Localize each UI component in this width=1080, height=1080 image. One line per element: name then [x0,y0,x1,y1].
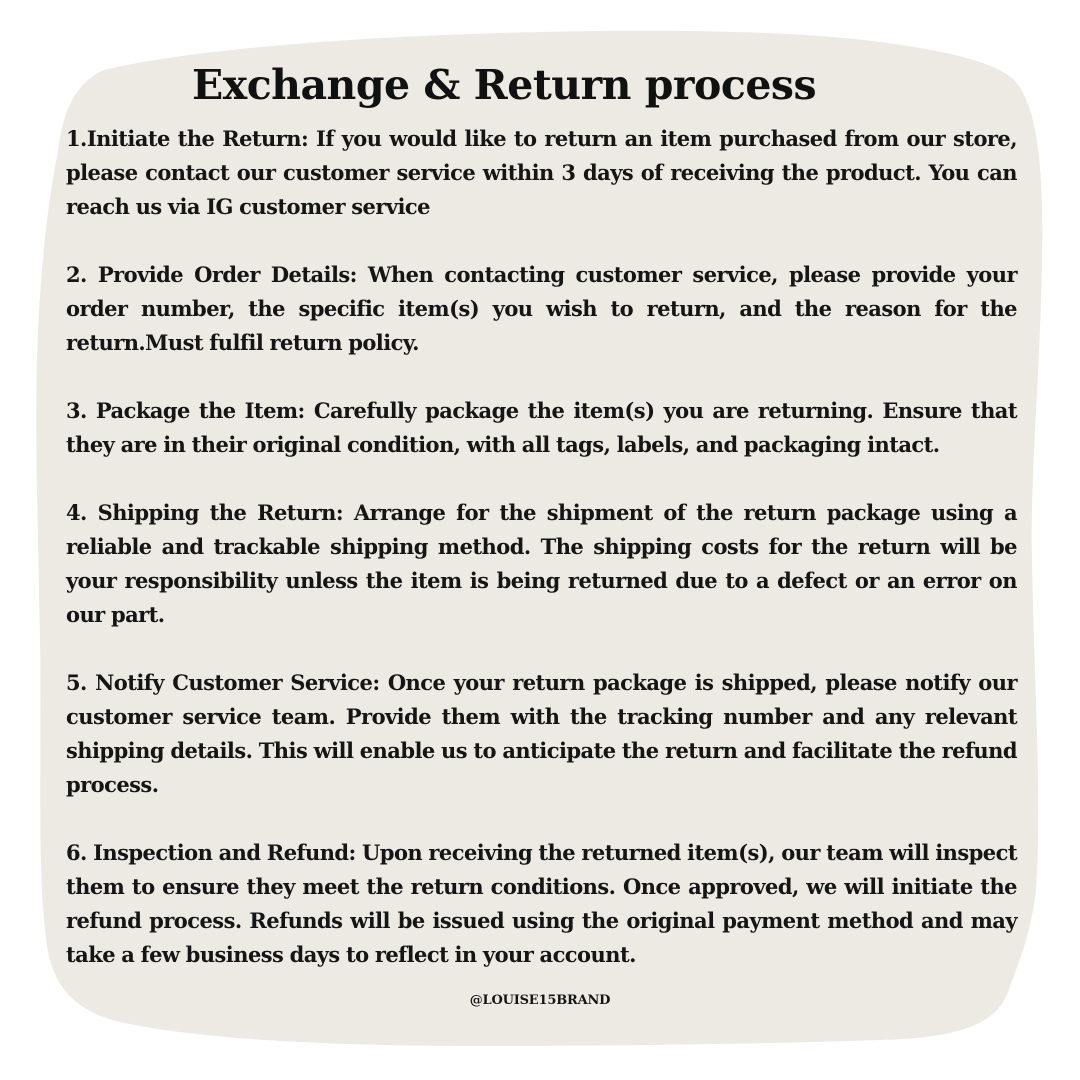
section-shipping-return: 4. Shipping the Return: Arrange for the shipment of the return package using a reliable and trackable shipping method. The shipping costs for the return will be your responsibility unless the item is being returned due to a defect or an error on our part. [66,500,1017,627]
brand-handle: @LOUISE15BRAND [469,993,611,1008]
section-order-details: 2. Provide Order Details: When contacting customer service, please provide your order number, the specific item(s) you wish to return, and the reason for the return.Must fulfil return policy. [66,262,1017,355]
policy-content [66,56,1017,1006]
section-package-item: 3. Package the Item: Carefully package the item(s) you are returning. Ensure that they are in their original condition, with all tags, labels, and packaging intact. [66,398,1017,457]
section-inspection-refund: 6. Inspection and Refund: Upon receiving the returned item(s), our team will inspect them to ensure they meet the return conditions. Once approved, we will initiate the refund process. Refunds will be issued using the original payment method and may take a few business days to reflect in your account. [66,840,1017,967]
section-notify-service: 5. Notify Customer Service: Once your return package is shipped, please notify our customer service team. Provide them with the tracking number and any relevant shipping details. This will enable us to anticipate the return and facilitate the refund process. [66,670,1017,797]
section-initiate-return: 1.Initiate the Return: If you would like to return an item purchased from our store, please contact our customer service within 3 days of receiving the product. You can reach us via IG customer service [66,126,1017,219]
page-title: Exchange & Return process [192,61,817,109]
